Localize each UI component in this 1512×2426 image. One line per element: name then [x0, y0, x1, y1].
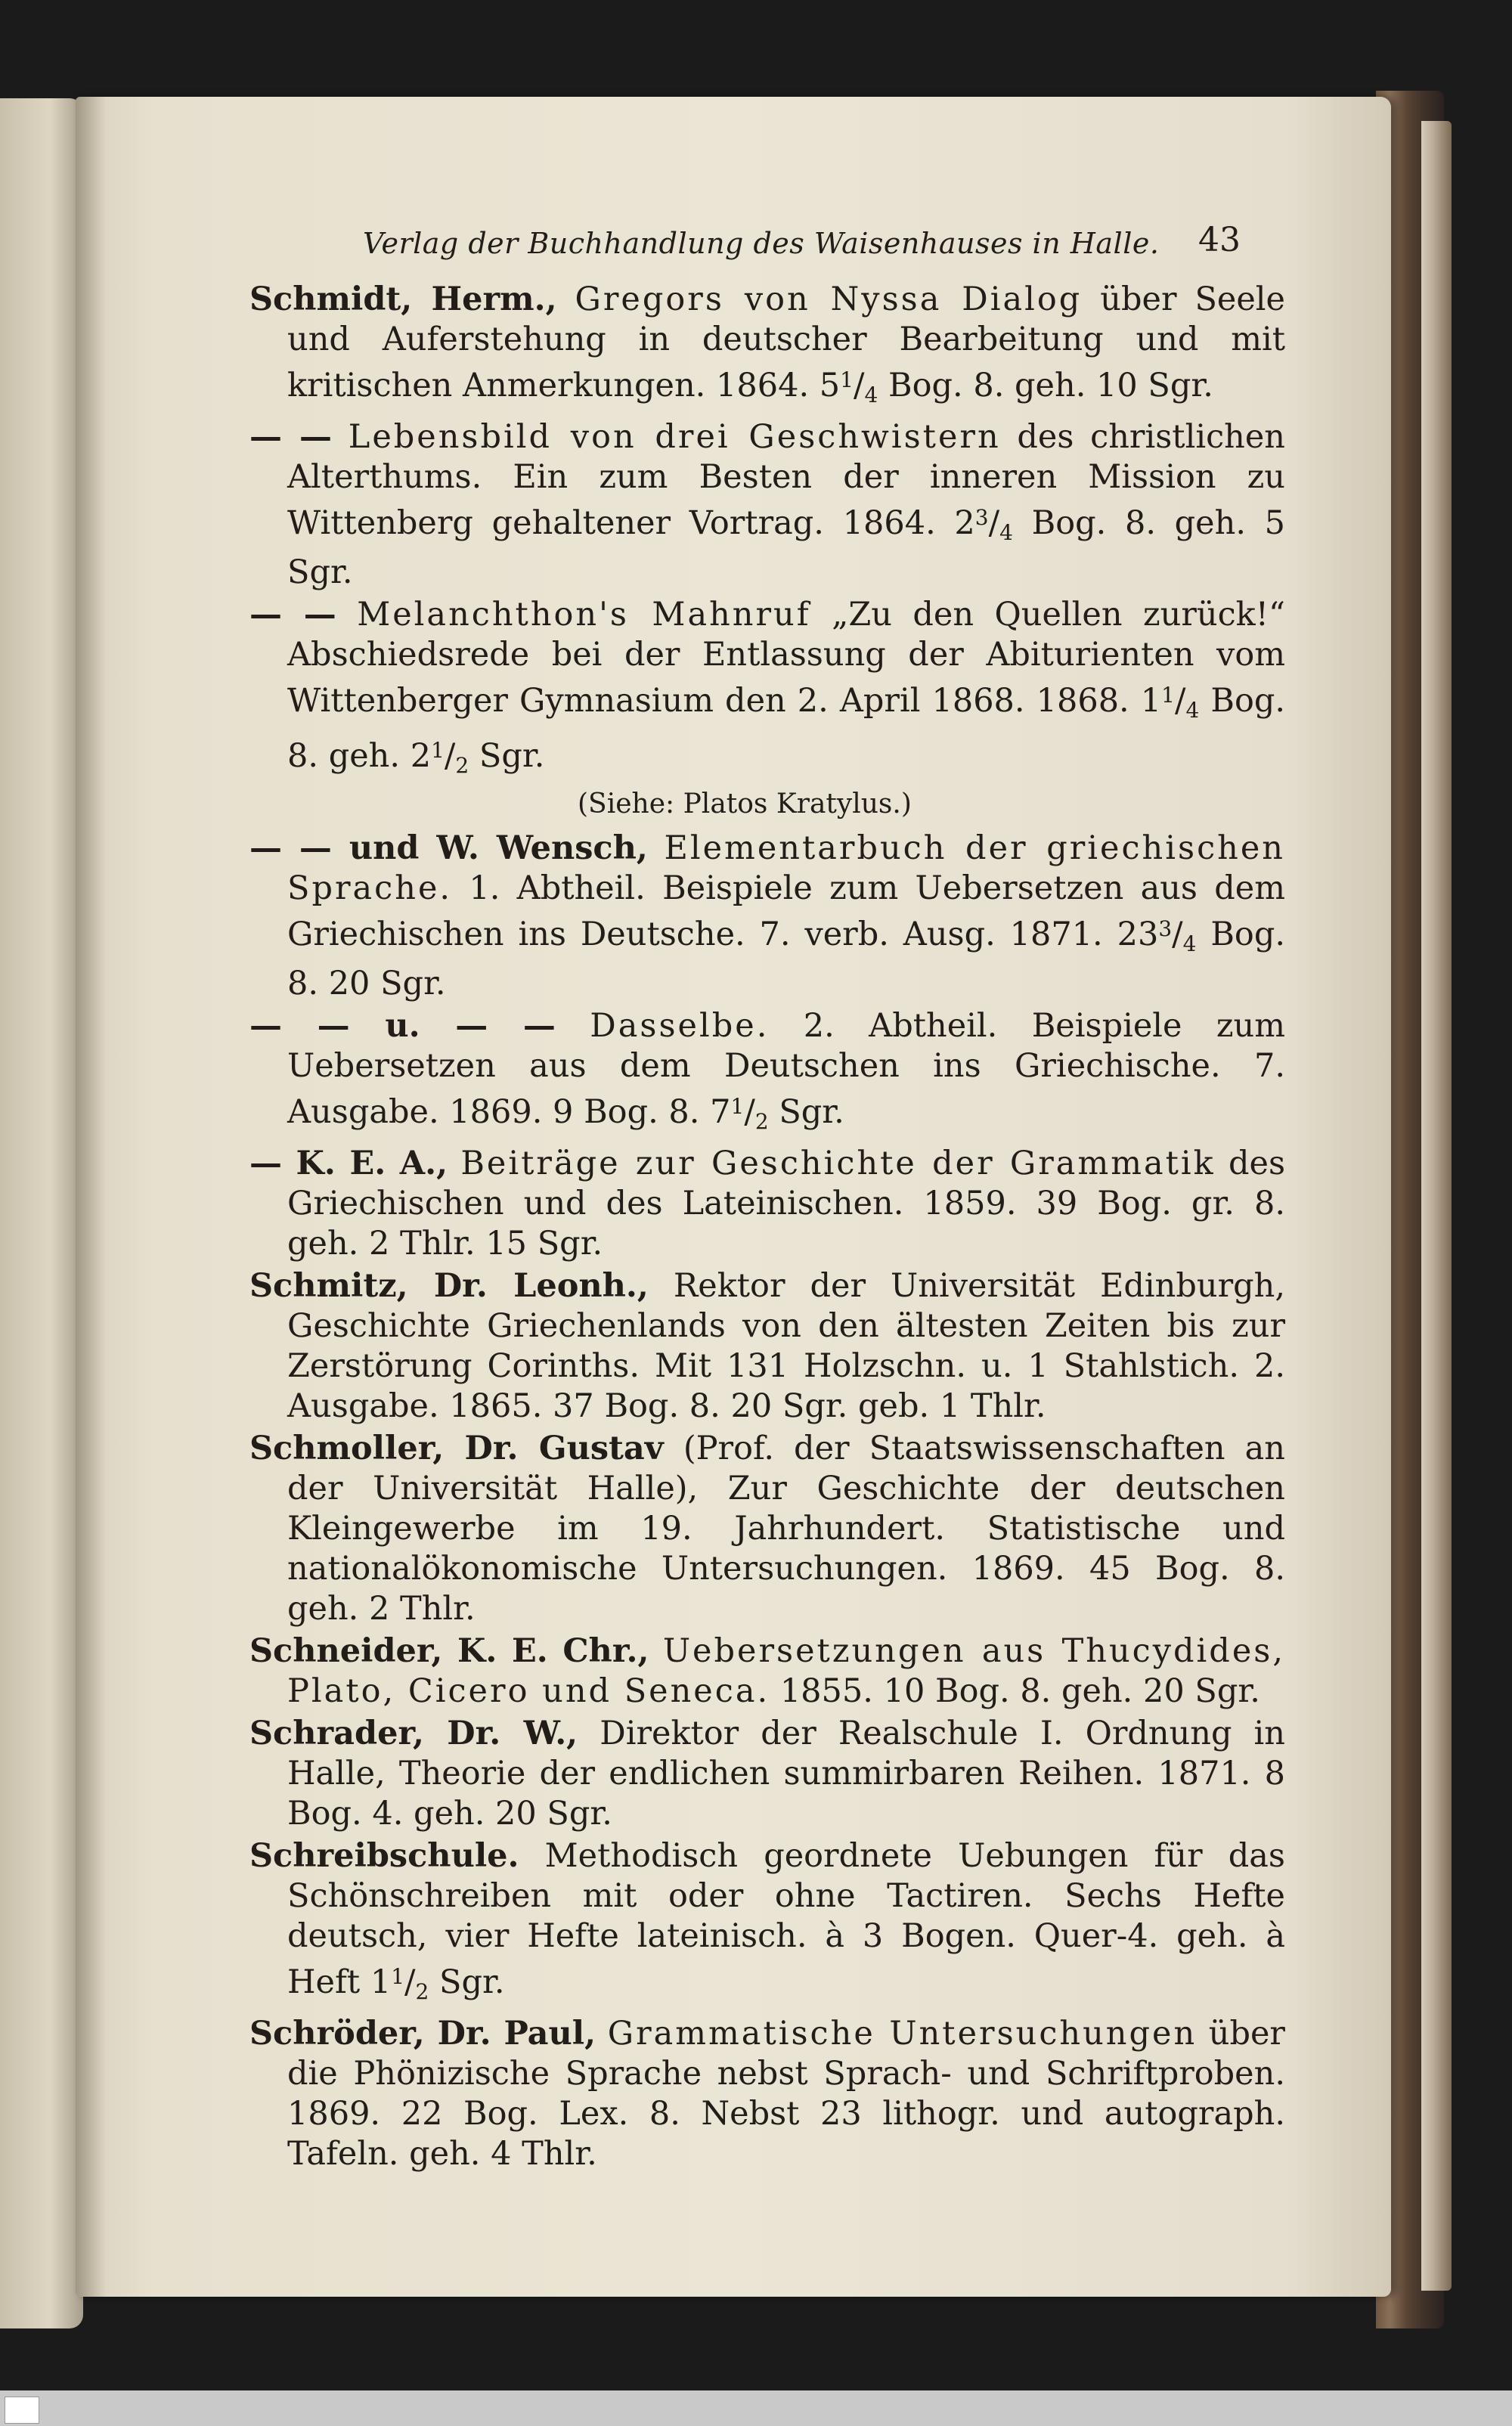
fraction-numerator: 1: [431, 738, 445, 763]
left-page-edge: [0, 98, 83, 2328]
fraction-whole: 23: [1117, 916, 1159, 953]
catalog-entry: [249, 2014, 1285, 2174]
entry-title: Uebersetzungen aus Thucydides, Plato, Cicero und Seneca.: [287, 1632, 1286, 1710]
page-number: 43: [1198, 221, 1241, 259]
catalog-entry: [249, 1714, 1285, 1834]
entry-details: Sgr.: [479, 737, 545, 775]
entry-text: Rektor der Universität Edinburgh, Geschichte Griechenlands von den ältesten Zeiten bis zur Zerstörung Corinths. Mit 131 Holzschn. u. 1 Stahlstich. 2. Ausgabe. 1865. 37 Bog. 8. 20 Sgr. geb. 1 Thlr.: [287, 1267, 1286, 1425]
fraction-numerator: 1: [391, 1964, 405, 1989]
entry-author: Schmoller, Dr. Gustav: [249, 1430, 664, 1467]
entry-text: (Prof. der Staatswissenschaften an der Universität Halle), Zur Geschichte der deutschen Kleingewerbe im 19. Jahrhundert. Statistische und nationalökonomische Untersuchungen. 1869. 45 Bog. 8. geh. 2 Thlr.: [287, 1430, 1286, 1628]
entry-title: Beiträge zur Geschichte der Grammatik: [460, 1145, 1216, 1182]
fraction-numerator: 3: [974, 505, 989, 530]
entry-title: Elementarbuch der griechischen Sprache.: [287, 829, 1285, 907]
fraction-whole: 1: [370, 1963, 392, 2001]
fraction-whole: 2: [954, 504, 975, 542]
page-content: [249, 212, 1285, 2177]
fraction-whole: 7: [710, 1093, 731, 1131]
fraction-denominator: 4: [999, 520, 1013, 545]
viewer-footer-bar: [0, 2390, 1512, 2426]
library-logo-icon: [5, 2397, 39, 2424]
running-head-text: Verlag der Buchhandlung des Waisenhauses in Halle.: [363, 227, 1160, 260]
entry-title: Grammatische Untersuchungen: [607, 2015, 1198, 2053]
catalog-entry: [249, 1144, 1285, 1264]
entry-author: — K. E. A.,: [249, 1145, 448, 1182]
entry-text: des Griechischen und des Lateinischen. 1859. 39 Bog. gr. 8. geh. 2 Thlr. 15 Sgr.: [287, 1145, 1286, 1263]
catalog-entry: — — und W. Wensch, Elementarbuch der griechischen Sprache. 1. Abtheil. Beispiele zum Uebersetzen aus dem Griechischen ins Deutsche. 7. verb. Ausg. 1871. $23^3/_4$ Bog. 8. 20 Sgr.: [249, 829, 1286, 1002]
entry-text: Direktor der Realschule I. Ordnung in Halle, Theorie der endlichen summirbaren Reihen. 1871. 8 Bog. 4. geh. 20 Sgr.: [287, 1715, 1286, 1833]
entry-details: Bog. 8. geh. 5 Sgr.: [287, 504, 1286, 591]
entry-text: Methodisch geordnete Uebungen für das Schönschreiben mit oder ohne Tactiren. Sechs Hefte deutsch, vier Hefte lateinisch. à 3 Bogen. Quer-4. geh. à Heft: [287, 1837, 1286, 2001]
entry-details: Bog. 8. geh. 10 Sgr.: [888, 367, 1213, 404]
fraction-denominator: 2: [415, 1979, 429, 2004]
fraction-numerator: 1: [730, 1094, 745, 1119]
entry-details: Bog. 8. geh.: [287, 682, 1286, 775]
entry-author: — — und W. Wensch,: [249, 829, 648, 867]
entry-details: Sgr.: [439, 1963, 505, 2001]
entry-details: Bog. 8. 20 Sgr.: [287, 916, 1286, 1002]
entry-text: 1855. 10 Bog. 8. geh. 20 Sgr.: [779, 1672, 1260, 1710]
entry-title: Melanchthon's Mahnruf: [357, 596, 811, 634]
entry-author: — — u. — —: [249, 1007, 556, 1045]
catalog-entry: Schreibschule. Methodisch geordnete Uebungen für das Schönschreiben mit oder ohne Tactiren. Sechs Hefte deutsch, vier Hefte lateinisch. à 3 Bogen. Quer-4. geh. à Heft $1^1/_2$ Sgr.: [249, 1837, 1286, 2004]
entry-text: „Zu den Quellen zurück!“ Abschiedsrede bei der Entlassung der Abiturienten vom Wittenberger Gymnasium den 2. April 1868. 1868.: [287, 596, 1285, 720]
entry-title: Gregors von Nyssa Dialog: [575, 280, 1083, 318]
spine-shadow: [76, 97, 106, 2297]
entry-text: 1. Abtheil. Beispiele zum Uebersetzen aus dem Griechischen ins Deutsche. 7. verb. Ausg. 1871.: [287, 869, 1285, 953]
entry-title: Lebensbild von drei Geschwistern: [348, 418, 1001, 456]
catalog-entry: — — Melanchthon's Mahnruf „Zu den Quellen zurück!“ Abschiedsrede bei der Entlassung der Abiturienten vom Wittenberger Gymnasium den 2. April 1868. 1868. $1^1/_4$ Bog. 8. geh. $2^1/_2$ Sgr.: [249, 596, 1286, 778]
fraction-denominator: 2: [754, 1109, 769, 1134]
catalog-entry: Schmidt, Herm., Gregors von Nyssa Dialog über Seele und Auferstehung in deutscher Bearbeitung und mit kritischen Anmerkungen. 1864. $5^1/_4$ Bog. 8. geh. 10 Sgr.: [249, 280, 1285, 407]
entry-author: Schröder, Dr. Paul,: [249, 2015, 596, 2053]
catalog-entry: [249, 1631, 1285, 1712]
fraction-whole: 5: [819, 367, 841, 404]
catalog-entry: — — Lebensbild von drei Geschwistern des christlichen Alterthums. Ein zum Besten der inneren Mission zu Wittenberg gehaltener Vortrag. 1864. $2^3/_4$ Bog. 8. geh. 5 Sgr.: [249, 418, 1286, 591]
fraction-whole: 1: [1140, 682, 1162, 720]
fraction-numerator: 3: [1158, 916, 1173, 941]
entry-text: über die Phönizische Sprache nebst Sprach- und Schriftproben. 1869. 22 Bog. Lex. 8. Nebst 23 lithogr. und autograph. Tafeln. geh. 4 Thlr.: [287, 2015, 1285, 2173]
fraction-numerator: 1: [1161, 683, 1175, 708]
entry-title: Dasselbe.: [590, 1007, 770, 1045]
fraction-denominator: 4: [1185, 698, 1200, 723]
entry-text: über Seele und Auferstehung in deutscher Bearbeitung und mit kritischen Anmerkungen. 1864.: [287, 280, 1285, 404]
entry-author: — —: [249, 418, 333, 456]
entry-author: — —: [249, 596, 336, 634]
entry-text: des christlichen Alterthums. Ein zum Besten der inneren Mission zu Wittenberg gehaltener Vortrag. 1864.: [287, 418, 1285, 542]
entry-author: Schrader, Dr. W.,: [249, 1715, 578, 1752]
entry-author: Schmidt, Herm.,: [249, 280, 557, 318]
running-head: [249, 212, 1285, 280]
entry-author: Schneider, K. E. Chr.,: [249, 1632, 649, 1670]
fraction-numerator: 1: [840, 367, 854, 392]
fraction-denominator: 4: [1182, 931, 1197, 956]
entry-text: 2. Abtheil. Beispiele zum Uebersetzen aus dem Deutschen ins Griechische. 7. Ausgabe. 1869. 9 Bog. 8.: [287, 1007, 1285, 1131]
fraction-whole: 2: [410, 737, 432, 775]
page-stack-edge: [1421, 121, 1452, 2291]
catalog-entry: — — u. — — Dasselbe. 2. Abtheil. Beispiele zum Uebersetzen aus dem Deutschen ins Griechische. 7. Ausgabe. 1869. 9 Bog. 8. $7^1/_2$ Sgr.: [249, 1007, 1285, 1134]
catalog-entry: [249, 1429, 1285, 1629]
catalog-entry: [249, 1266, 1285, 1427]
fraction-denominator: 2: [455, 753, 469, 778]
entry-details: Sgr.: [779, 1093, 844, 1131]
entry-author: Schreibschule.: [249, 1837, 519, 1875]
entry-author: Schmitz, Dr. Leonh.,: [249, 1267, 649, 1305]
fraction-denominator: 4: [864, 383, 878, 407]
cross-reference-note: (Siehe: Platos Kratylus.): [578, 789, 912, 820]
